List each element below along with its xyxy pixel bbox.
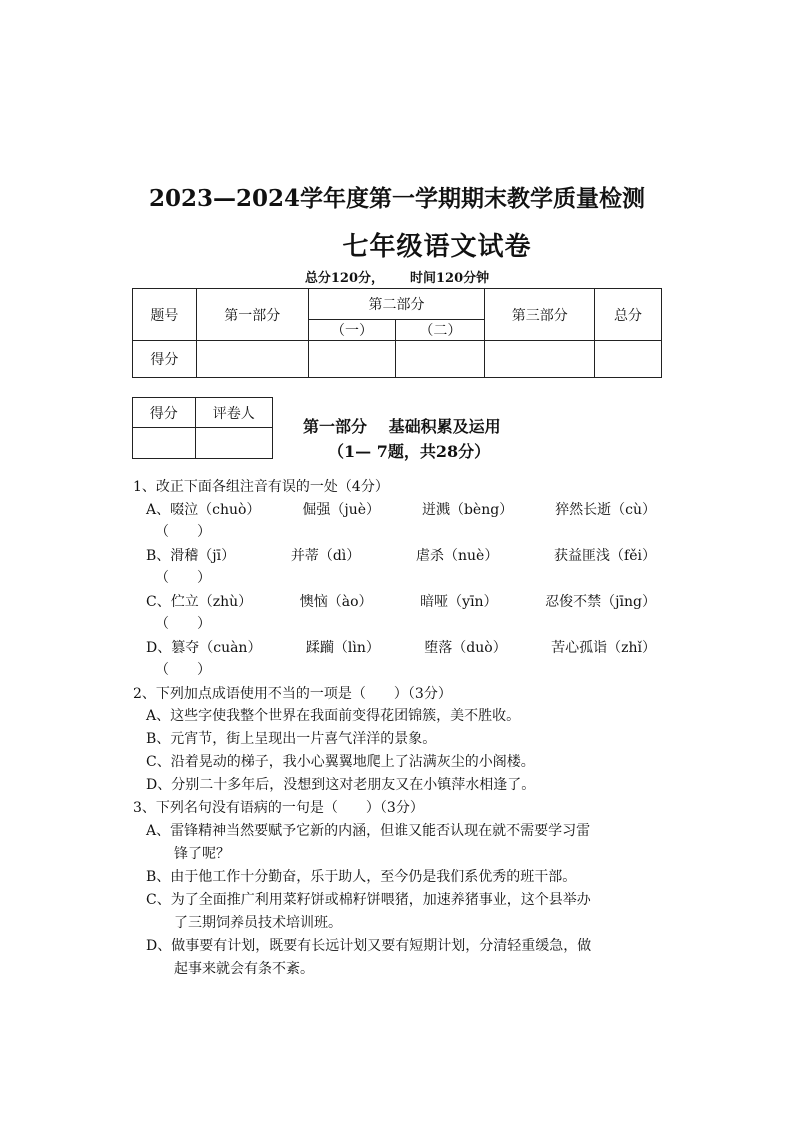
- grader-cell-grader: [195, 428, 272, 459]
- q1-a-item: A、啜泣（chuò）: [146, 502, 261, 518]
- q1-option-c: [146, 591, 656, 611]
- q1-c-item: 忍俊不禁（jīng）: [545, 594, 656, 610]
- q3-option-a: A、雷锋精神当然要赋予它新的内涵，但谁又能否认现在就不需要学习雷: [146, 823, 591, 839]
- q1-a-item: 迸溅（bèng）: [421, 502, 514, 518]
- q1-b-item: 并蒂（dì）: [290, 548, 361, 564]
- q3-option-a-cont: 锋了呢？: [174, 846, 230, 862]
- header-cell-part1: 第一部分: [196, 289, 308, 341]
- q1-d-item: 苦心孤诣（zhǐ）: [551, 640, 656, 656]
- exam-title: 2023—2024学年度第一学期期末教学质量检测: [148, 185, 646, 212]
- section-title: 第一部分 基础积累及运用: [303, 417, 501, 436]
- q1-option-b: [146, 545, 656, 565]
- q1-b-item: 获益匪浅（fěi）: [554, 548, 656, 564]
- section-subtitle: （1— 7题，共28分）: [328, 442, 491, 461]
- q1-c-item: C、伫立（zhù）: [146, 594, 253, 610]
- q1-c-item: 懊恼（ào）: [299, 594, 373, 610]
- header-cell-part2-sub1: （一）: [308, 320, 396, 341]
- header-cell-part2-sub2: （二）: [396, 320, 485, 341]
- header-cell-number: 题号: [133, 289, 197, 341]
- score-cell-total: [595, 341, 662, 378]
- q1-a-item: 倔强（juè）: [302, 502, 381, 518]
- header-cell-part2: 第二部分: [308, 289, 485, 320]
- question-3-stem: 3、下列名句没有语病的一句是（ ）（3分）: [133, 800, 424, 816]
- time-text: 时间120分钟: [410, 271, 490, 286]
- q3-option-b: B、由于他工作十分勤奋，乐于助人，至今仍是我们系优秀的班干部。: [146, 869, 577, 885]
- score-cell-part3: [485, 341, 595, 378]
- q1-b-item: B、滑稽（jī）: [146, 548, 236, 564]
- q1-option-a: [146, 499, 656, 519]
- question-2-stem: 2、下列加点成语使用不当的一项是（ ）（3分）: [133, 686, 452, 702]
- q2-option-b: B、元宵节，街上呈现出一片喜气洋洋的景象。: [146, 731, 437, 747]
- header-cell-part3: 第三部分: [485, 289, 595, 341]
- q2-option-a: A、这些字使我整个世界在我面前变得花团锦簇，美不胜收。: [146, 708, 521, 724]
- exam-subtitle: 七年级语文试卷: [342, 232, 532, 262]
- q2-option-c: C、沿着晃动的梯子，我小心翼翼地爬上了沾满灰尘的小阁楼。: [146, 754, 535, 770]
- total-score-text: 总分120分，: [304, 271, 384, 286]
- header-cell-total: 总分: [595, 289, 662, 341]
- score-cell-part1: [196, 341, 308, 378]
- score-cell-part2-sub2: [396, 341, 485, 378]
- grader-table: [132, 397, 273, 459]
- grader-label-grader: 评卷人: [195, 398, 272, 428]
- question-1-stem: 1、改正下面各组注音有误的一处（4分）: [133, 479, 389, 495]
- q1-a-answer-blank[interactable]: （ ）: [155, 524, 211, 540]
- q3-option-c-cont: 了三期饲养员技术培训班。: [174, 915, 342, 931]
- q1-a-item: 猝然长逝（cù）: [555, 502, 656, 518]
- q1-b-item: 虐杀（nuè）: [416, 548, 499, 564]
- q1-c-item: 暗哑（yīn）: [420, 594, 498, 610]
- q3-option-d-cont: 起事来就会有条不紊。: [174, 961, 314, 977]
- q1-option-d: [146, 637, 656, 657]
- q2-option-d: D、分别二十多年后，没想到这对老朋友又在小镇萍水相逢了。: [146, 777, 536, 793]
- q1-d-item: 堕落（duò）: [424, 640, 507, 656]
- grader-cell-score: [133, 428, 196, 459]
- q3-option-c: C、为了全面推广利用菜籽饼或棉籽饼喂猪，加速养猪事业，这个县举办: [146, 892, 591, 908]
- exam-meta: [0, 267, 794, 286]
- row-label-score: 得分: [133, 341, 197, 378]
- q1-b-answer-blank[interactable]: （ ）: [155, 570, 211, 586]
- score-table: [132, 288, 662, 378]
- q1-d-answer-blank[interactable]: （ ）: [155, 662, 211, 678]
- grader-label-score: 得分: [133, 398, 196, 428]
- score-cell-part2-sub1: [308, 341, 396, 378]
- q1-d-item: D、篡夺（cuàn）: [146, 640, 262, 656]
- q1-c-answer-blank[interactable]: （ ）: [155, 616, 211, 632]
- q1-d-item: 蹂躏（lìn）: [305, 640, 380, 656]
- q3-option-d: D、做事要有计划，既要有长远计划又要有短期计划，分清轻重缓急，做: [146, 938, 592, 954]
